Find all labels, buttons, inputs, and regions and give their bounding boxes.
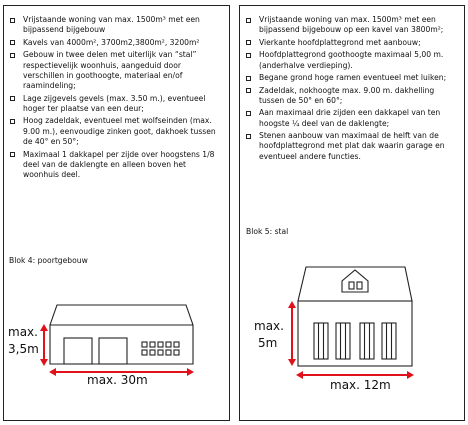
height-label-line-1: max. — [8, 325, 38, 339]
checkbox-bullet-icon — [10, 40, 15, 45]
list-item: Kavels van 4000m², 3700m2,3800m², 3200m² — [4, 38, 229, 48]
checkbox-bullet-icon — [246, 18, 251, 23]
checkbox-bullet-icon — [246, 53, 251, 58]
height-arrow — [40, 324, 48, 366]
requirements-list-blok-4 — [4, 15, 229, 183]
window — [336, 323, 350, 359]
poortgebouw-elevation-drawing — [4, 296, 231, 386]
roof-outline — [298, 267, 412, 301]
checkbox-bullet-icon — [246, 40, 251, 45]
list-item: Lage zijgevels gevels (max. 3.50 m.), eventueel hoger ter plaatse van een deur; — [4, 94, 229, 115]
building-outline — [50, 305, 193, 364]
list-item: Zadeldak, nokhoogte max. 9.00 m. dakhelling tussen de 50° en 60°; — [240, 86, 464, 107]
list-item: Aan maximaal drie zijden een dakkapel van ten hoogste ¼ deel van de daklengte; — [240, 108, 464, 129]
height-arrow — [288, 301, 296, 366]
list-item: Stenen aanbouw van maximaal de helft van de hoofdplattegrond met plat dak waarin garage en eventueel andere functies. — [240, 131, 464, 162]
checkbox-bullet-icon — [10, 18, 15, 23]
checkbox-bullet-icon — [246, 111, 251, 116]
window — [314, 323, 328, 359]
checkbox-bullet-icon — [246, 76, 251, 81]
width-label: max. 12m — [330, 378, 391, 392]
gate-left — [64, 338, 92, 364]
wall-outline — [298, 301, 412, 366]
list-item: Maximaal 1 dakkapel per zijde over hoogstens 1/8 deel van de daklengte en alleen boven het woonhuis deel. — [4, 150, 229, 181]
list-item: Gebouw in twee delen met uiterlijk van “stal” respectievelijk woonhuis, aangeduid door verschillen in goothoogte, materiaal en/of raamindeling; — [4, 50, 229, 91]
checkbox-bullet-icon — [10, 152, 15, 157]
list-item: Vierkante hoofdplattegrond met aanbouw; — [240, 38, 464, 48]
height-label-line-1: max. — [254, 319, 284, 333]
height-label-line-2: 5m — [258, 336, 278, 350]
list-item: Vrijstaande woning van max. 1500m³ met een bijpassend bijgebouw op een kavel van 3800m²; — [240, 15, 464, 36]
blok-4-caption: Blok 4: poortgebouw — [9, 256, 88, 265]
height-label-line-2: 3,5m — [8, 342, 39, 356]
left-panel — [3, 5, 230, 421]
blok-5-caption: Blok 5: stal — [246, 227, 289, 236]
width-label: max. 30m — [87, 373, 148, 387]
list-item: Begane grond hoge ramen eventueel met luiken; — [240, 73, 464, 83]
checkbox-bullet-icon — [246, 88, 251, 93]
gate-right — [99, 338, 127, 364]
window — [360, 323, 374, 359]
window — [382, 323, 396, 359]
stal-elevation-drawing — [240, 261, 466, 391]
list-item: Hoofdplattegrond goothoogte maximaal 5,00 m. (anderhalve verdieping). — [240, 50, 464, 71]
checkbox-bullet-icon — [10, 96, 15, 101]
list-item: Vrijstaande woning van max. 1500m³ met een bijpassend bijgebouw — [4, 15, 229, 36]
dormer — [342, 270, 368, 292]
right-panel — [239, 5, 465, 421]
checkbox-bullet-icon — [246, 134, 251, 139]
checkbox-bullet-icon — [10, 119, 15, 124]
requirements-list-blok-5 — [240, 15, 464, 164]
list-item: Hoog zadeldak, eventueel met wolfseinden (max. 9.00 m.), eenvoudige zinken goot, dakhoek tussen de 40° en 50°; — [4, 116, 229, 147]
checkbox-bullet-icon — [10, 53, 15, 58]
